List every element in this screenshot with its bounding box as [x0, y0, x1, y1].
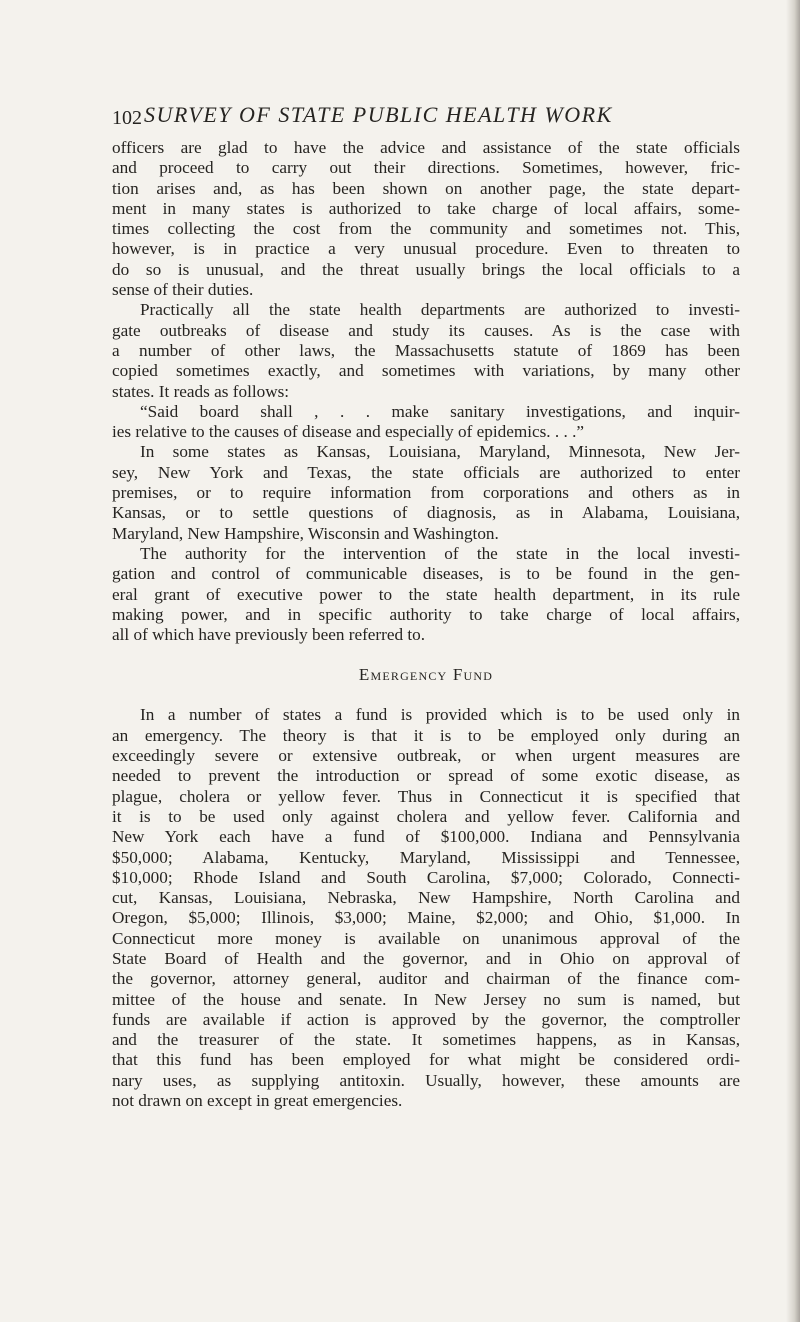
text-line: eral grant of executive power to the state health department, in its rule: [112, 584, 740, 604]
text-line: $50,000; Alabama, Kentucky, Maryland, Mississippi and Tennessee,: [112, 847, 740, 867]
text-line: do so is unusual, and the threat usually brings the local officials to a: [112, 259, 740, 279]
page-edge-shadow: [786, 0, 800, 1322]
text-line: Oregon, $5,000; Illinois, $3,000; Maine, $2,000; and Ohio, $1,000. In: [112, 908, 740, 928]
text-line: cut, Kansas, Louisiana, Nebraska, New Hampshire, North Carolina and: [112, 888, 740, 908]
paragraph: [112, 705, 740, 1111]
text-line: states. It reads as follows:: [112, 381, 290, 401]
text-line: Maryland, New Hampshire, Wisconsin and Washington.: [112, 523, 499, 543]
text-line: In a number of states a fund is provided which is to be used only in: [140, 705, 740, 725]
text-line: exceedingly severe or extensive outbreak, or when urgent measures are: [112, 746, 740, 766]
paragraph: [112, 300, 740, 401]
page-number: 102: [112, 107, 142, 129]
text-line: and proceed to carry out their directions. Sometimes, however, fric-: [112, 158, 740, 178]
text-line: Connecticut more money is available on unanimous approval of the: [112, 928, 740, 948]
running-head: [112, 102, 732, 136]
text-line: sense of their duties.: [112, 280, 254, 300]
text-line: however, is in practice a very unusual procedure. Even to threaten to: [112, 239, 740, 259]
text-line: that this fund has been employed for what might be considered ordi-: [112, 1050, 740, 1070]
text-line: copied sometimes exactly, and sometimes with variations, by many other: [112, 361, 740, 381]
text-line: plague, cholera or yellow fever. Thus in Connecticut it is specified that: [112, 786, 740, 806]
running-title: SURVEY OF STATE PUBLIC HEALTH WORK: [144, 102, 613, 127]
text-line: and the treasurer of the state. It sometimes happens, as in Kansas,: [112, 1030, 740, 1050]
text-line: State Board of Health and the governor, and in Ohio on approval of: [112, 948, 740, 968]
text-line: “Said board shall , . . make sanitary investigations, and inquir-: [140, 401, 740, 421]
text-line: ment in many states is authorized to take charge of local affairs, some-: [112, 198, 740, 218]
quotation: [112, 402, 740, 443]
text-line: ies relative to the causes of disease and especially of epidemics. . . .”: [112, 422, 585, 442]
paragraph: [112, 138, 740, 300]
text-line: it is to be used only against cholera and yellow fever. California and: [112, 806, 740, 826]
text-line: mittee of the house and senate. In New Jersey no sum is named, but: [112, 989, 740, 1009]
body-text: [112, 138, 740, 1111]
text-line: all of which have previously been referred to.: [112, 625, 426, 645]
text-line: officers are glad to have the advice and assistance of the state officials: [112, 138, 740, 157]
text-line: premises, or to require information from corporations and others as in: [112, 483, 740, 503]
text-line: $10,000; Rhode Island and South Carolina, $7,000; Colorado, Connecti-: [112, 867, 740, 887]
text-line: nary uses, as supplying antitoxin. Usually, however, these amounts are: [112, 1070, 740, 1090]
text-line: Practically all the state health departments are authorized to investi-: [140, 300, 740, 320]
paragraph: [112, 442, 740, 543]
text-line: needed to prevent the introduction or spread of some exotic disease, as: [112, 766, 740, 786]
text-line: a number of other laws, the Massachusetts statute of 1869 has been: [112, 340, 740, 360]
text-line: the governor, attorney general, auditor and chairman of the finance com-: [112, 969, 740, 989]
text-line: funds are available if action is approved by the governor, the comptroller: [112, 1009, 740, 1029]
text-line: gate outbreaks of disease and study its causes. As is the case with: [112, 320, 740, 340]
text-line: New York each have a fund of $100,000. Indiana and Pennsylvania: [112, 827, 740, 847]
text-line: an emergency. The theory is that it is to be employed only during an: [112, 725, 740, 745]
text-line: The authority for the intervention of the state in the local investi-: [140, 543, 740, 563]
text-line: In some states as Kansas, Louisiana, Maryland, Minnesota, New Jer-: [140, 442, 740, 462]
text-line: times collecting the cost from the community and sometimes not. This,: [112, 219, 740, 239]
text-line: sey, New York and Texas, the state officials are authorized to enter: [112, 462, 740, 482]
text-line: not drawn on except in great emergencies.: [112, 1091, 403, 1111]
section-heading: Emergency Fund: [358, 665, 494, 685]
text-line: tion arises and, as has been shown on another page, the state depart-: [112, 178, 740, 198]
paragraph: [112, 544, 740, 645]
text-line: gation and control of communicable diseases, is to be found in the gen-: [112, 564, 740, 584]
text-line: Kansas, or to settle questions of diagnosis, as in Alabama, Louisiana,: [112, 503, 740, 523]
text-line: making power, and in specific authority to take charge of local affairs,: [112, 604, 740, 624]
